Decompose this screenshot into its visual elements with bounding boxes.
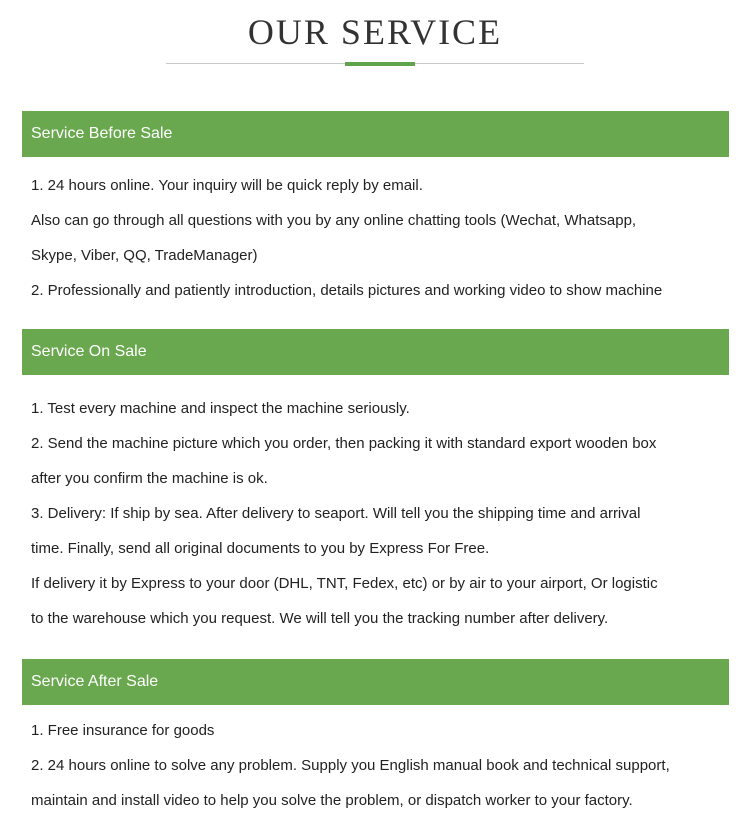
section-header-after-sale: Service After Sale xyxy=(22,659,729,705)
list-item: after you confirm the machine is ok. xyxy=(31,470,268,487)
list-item: 1. 24 hours online. Your inquiry will be quick reply by email. xyxy=(31,177,423,194)
list-item: Skype, Viber, QQ, TradeManager) xyxy=(31,247,258,264)
page-title: OUR SERVICE xyxy=(247,12,503,52)
list-item: 2. 24 hours online to solve any problem. Supply you English manual book and technical support, xyxy=(31,757,670,774)
list-item: to the warehouse which you request. We will tell you the tracking number after delivery. xyxy=(31,610,609,627)
section-body-before-sale xyxy=(31,168,731,308)
section-body-on-sale xyxy=(31,391,731,636)
section-body-after-sale xyxy=(31,713,731,818)
list-item: 2. Professionally and patiently introduction, details pictures and working video to show machine xyxy=(31,282,663,299)
list-item: 3. Delivery: If ship by sea. After delivery to seaport. Will tell you the shipping time and arrival xyxy=(31,505,641,522)
list-item: 2. Send the machine picture which you order, then packing it with standard export wooden box xyxy=(31,435,657,452)
list-item: Also can go through all questions with you by any online chatting tools (Wechat, Whatsapp, xyxy=(31,212,637,229)
section-header-before-sale: Service Before Sale xyxy=(22,111,729,157)
list-item: 1. Free insurance for goods xyxy=(31,722,215,739)
section-header-on-sale: Service On Sale xyxy=(22,329,729,375)
title-accent-bar xyxy=(345,62,415,66)
list-item: 1. Test every machine and inspect the machine seriously. xyxy=(31,400,410,417)
list-item: If delivery it by Express to your door (DHL, TNT, Fedex, etc) or by air to your airport, Or logistic xyxy=(31,575,658,592)
list-item: maintain and install video to help you solve the problem, or dispatch worker to your factory. xyxy=(31,792,633,809)
list-item: time. Finally, send all original documents to you by Express For Free. xyxy=(31,540,490,557)
